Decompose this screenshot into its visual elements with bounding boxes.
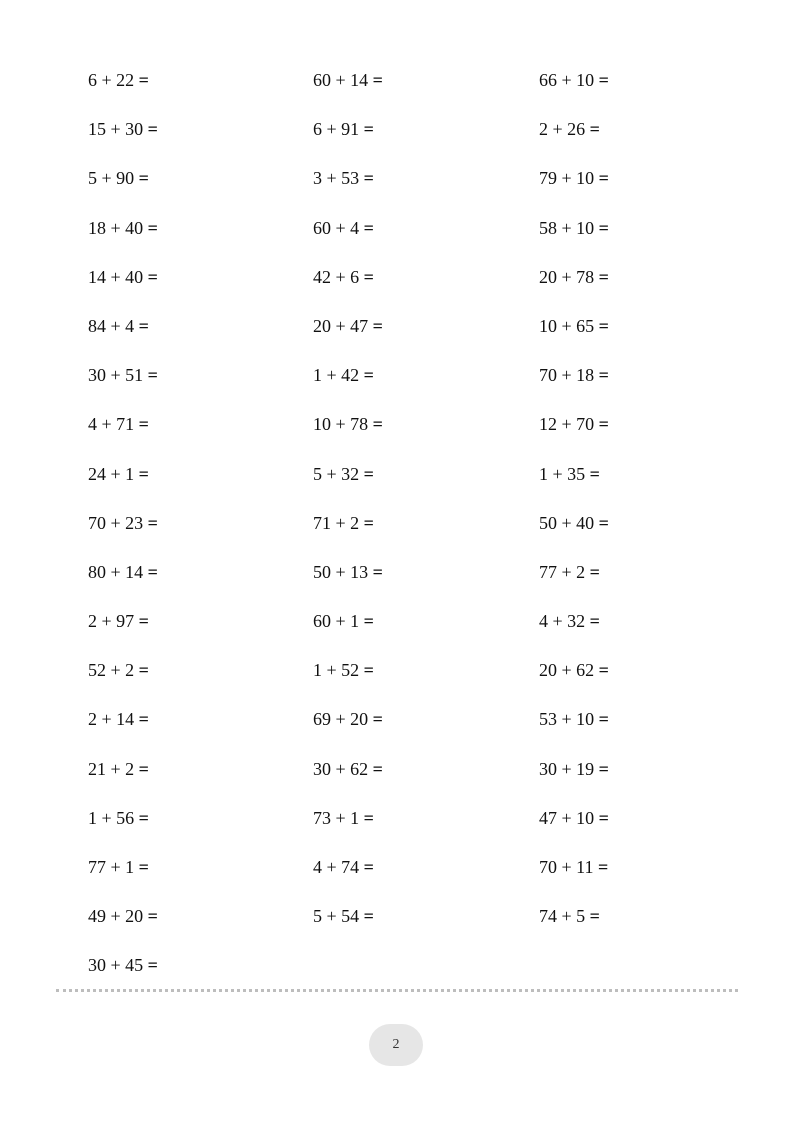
equals-sign: = <box>147 955 158 976</box>
problem-expression: 2 + 97 <box>88 611 135 632</box>
equals-sign: = <box>589 561 600 582</box>
math-problem <box>88 902 313 951</box>
problem-expression: 60 + 14 <box>313 70 369 90</box>
math-problem <box>539 853 648 902</box>
equals-sign: = <box>589 119 600 140</box>
equals-sign: = <box>589 906 600 927</box>
problem-expression: 3 + 53 <box>313 168 360 189</box>
equals-sign: = <box>598 414 609 435</box>
problem-expression: 4 + 71 <box>88 414 135 435</box>
math-problem <box>539 263 648 312</box>
math-problem <box>539 115 648 164</box>
problem-expression: 77 + 1 <box>88 857 135 877</box>
equals-sign: = <box>363 906 374 927</box>
problem-expression: 20 + 62 <box>539 660 595 681</box>
math-problem <box>313 263 539 312</box>
page-number-badge: 2 <box>369 1024 423 1066</box>
math-problem <box>539 656 648 705</box>
math-problem <box>539 607 648 656</box>
equals-sign: = <box>598 660 609 681</box>
math-problem <box>313 460 539 509</box>
equals-sign: = <box>589 463 600 484</box>
math-problem <box>539 460 648 509</box>
equals-sign: = <box>138 857 149 877</box>
math-problem <box>313 214 539 263</box>
problem-expression: 5 + 32 <box>313 463 360 484</box>
math-problem <box>539 509 648 558</box>
equals-sign: = <box>138 70 149 90</box>
problem-expression: 2 + 26 <box>539 119 586 140</box>
problem-expression: 50 + 13 <box>313 561 369 582</box>
problem-expression: 5 + 90 <box>88 168 135 189</box>
problem-expression: 10 + 65 <box>539 315 595 336</box>
problem-expression: 47 + 10 <box>539 807 595 828</box>
problem-expression: 70 + 23 <box>88 512 144 533</box>
math-problem <box>313 705 539 754</box>
equals-sign: = <box>598 168 609 189</box>
equals-sign: = <box>598 807 609 828</box>
math-problem <box>539 312 648 361</box>
math-problem <box>539 755 648 804</box>
problem-expression: 42 + 6 <box>313 266 360 287</box>
math-problem <box>313 312 539 361</box>
problem-expression: 60 + 1 <box>313 611 360 632</box>
equals-sign: = <box>598 758 609 779</box>
equals-sign: = <box>598 217 609 238</box>
math-problem <box>313 509 539 558</box>
problem-expression: 4 + 74 <box>313 857 360 877</box>
equals-sign: = <box>363 168 374 189</box>
equals-sign: = <box>147 365 158 386</box>
dotted-divider <box>56 989 738 992</box>
math-problem <box>313 804 539 853</box>
equals-sign: = <box>138 463 149 484</box>
equals-sign: = <box>138 758 149 779</box>
math-problem <box>313 164 539 213</box>
equals-sign: = <box>138 660 149 681</box>
equals-sign: = <box>363 217 374 238</box>
problem-expression: 18 + 40 <box>88 217 144 238</box>
equals-sign: = <box>363 807 374 828</box>
math-problem <box>313 115 539 164</box>
equals-sign: = <box>147 266 158 287</box>
problem-expression: 66 + 10 <box>539 70 595 90</box>
problem-expression: 1 + 35 <box>539 463 586 484</box>
math-problem <box>88 853 313 902</box>
problem-expression: 58 + 10 <box>539 217 595 238</box>
problem-expression: 77 + 2 <box>539 561 586 582</box>
math-problem <box>88 214 313 263</box>
problem-expression: 20 + 47 <box>313 315 369 336</box>
equals-sign: = <box>363 266 374 287</box>
equals-sign: = <box>372 709 383 730</box>
math-problem <box>539 902 648 951</box>
math-problem <box>88 509 313 558</box>
equals-sign: = <box>147 561 158 582</box>
problem-expression: 6 + 22 <box>88 70 135 90</box>
math-problem <box>539 361 648 410</box>
problem-expression: 10 + 78 <box>313 414 369 435</box>
problem-expression: 4 + 32 <box>539 611 586 632</box>
problem-expression: 1 + 42 <box>313 365 360 386</box>
math-problem <box>313 410 539 459</box>
equals-sign: = <box>363 463 374 484</box>
math-problem <box>313 558 539 607</box>
math-problem <box>88 755 313 804</box>
problem-expression: 49 + 20 <box>88 906 144 927</box>
problem-expression: 74 + 5 <box>539 906 586 927</box>
problem-expression: 12 + 70 <box>539 414 595 435</box>
equals-sign: = <box>363 119 374 140</box>
problem-expression: 69 + 20 <box>313 709 369 730</box>
math-problem <box>313 755 539 804</box>
equals-sign: = <box>598 512 609 533</box>
problem-expression: 15 + 30 <box>88 119 144 140</box>
problem-expression: 84 + 4 <box>88 315 135 336</box>
problem-expression: 21 + 2 <box>88 758 135 779</box>
problem-expression: 60 + 4 <box>313 217 360 238</box>
math-problem <box>539 164 648 213</box>
problem-expression: 14 + 40 <box>88 266 144 287</box>
math-problem <box>313 853 539 902</box>
problem-expression: 71 + 2 <box>313 512 360 533</box>
equals-sign: = <box>138 807 149 828</box>
equals-sign: = <box>598 70 609 90</box>
equals-sign: = <box>147 119 158 140</box>
problem-expression: 30 + 51 <box>88 365 144 386</box>
equals-sign: = <box>138 611 149 632</box>
equals-sign: = <box>147 217 158 238</box>
equals-sign: = <box>598 709 609 730</box>
problem-expression: 30 + 62 <box>313 758 369 779</box>
math-problem <box>313 66 539 115</box>
math-problem <box>88 951 313 1000</box>
math-problem <box>88 115 313 164</box>
problem-expression: 1 + 56 <box>88 807 135 828</box>
equals-sign: = <box>363 611 374 632</box>
equals-sign: = <box>147 512 158 533</box>
math-problem <box>88 263 313 312</box>
problem-expression: 73 + 1 <box>313 807 360 828</box>
equals-sign: = <box>372 414 383 435</box>
math-problem <box>539 705 648 754</box>
math-problem <box>88 804 313 853</box>
equals-sign: = <box>372 70 383 90</box>
problem-expression: 6 + 91 <box>313 119 360 140</box>
math-problem <box>88 410 313 459</box>
math-problem <box>539 558 648 607</box>
math-problem <box>313 361 539 410</box>
math-problem <box>88 361 313 410</box>
problem-expression: 70 + 18 <box>539 365 595 386</box>
problem-expression: 50 + 40 <box>539 512 595 533</box>
math-problem <box>88 558 313 607</box>
problem-expression: 52 + 2 <box>88 660 135 681</box>
math-problem <box>88 66 313 115</box>
math-problem <box>313 607 539 656</box>
math-problem <box>313 902 539 951</box>
math-problem <box>539 214 648 263</box>
equals-sign: = <box>598 266 609 287</box>
equals-sign: = <box>597 857 609 877</box>
equals-sign: = <box>372 315 383 336</box>
problem-expression: 70 + 11 <box>539 857 594 877</box>
equals-sign: = <box>363 365 374 386</box>
equals-sign: = <box>138 709 149 730</box>
equals-sign: = <box>372 561 383 582</box>
problem-expression: 24 + 1 <box>88 463 135 484</box>
math-problem <box>539 410 648 459</box>
equals-sign: = <box>589 611 600 632</box>
problem-expression: 79 + 10 <box>539 168 595 189</box>
equals-sign: = <box>363 512 374 533</box>
math-problem <box>313 656 539 705</box>
equals-sign: = <box>363 660 374 681</box>
equals-sign: = <box>598 315 609 336</box>
problem-expression: 1 + 52 <box>313 660 360 681</box>
math-problem <box>88 164 313 213</box>
problem-expression: 30 + 19 <box>539 758 595 779</box>
math-problem <box>539 804 648 853</box>
math-problem <box>88 460 313 509</box>
math-problem <box>88 705 313 754</box>
problem-expression: 53 + 10 <box>539 709 595 730</box>
math-problem <box>88 312 313 361</box>
equals-sign: = <box>138 315 149 336</box>
problem-expression: 5 + 54 <box>313 906 360 927</box>
problem-grid <box>88 66 648 1001</box>
equals-sign: = <box>138 168 149 189</box>
problem-expression: 20 + 78 <box>539 266 595 287</box>
math-problem <box>539 66 648 115</box>
equals-sign: = <box>372 758 383 779</box>
equals-sign: = <box>147 906 158 927</box>
problem-expression: 2 + 14 <box>88 709 135 730</box>
math-problem <box>88 656 313 705</box>
problem-expression: 80 + 14 <box>88 561 144 582</box>
math-problem <box>88 607 313 656</box>
equals-sign: = <box>363 857 374 877</box>
problem-expression: 30 + 45 <box>88 955 144 976</box>
equals-sign: = <box>138 414 149 435</box>
equals-sign: = <box>598 365 609 386</box>
